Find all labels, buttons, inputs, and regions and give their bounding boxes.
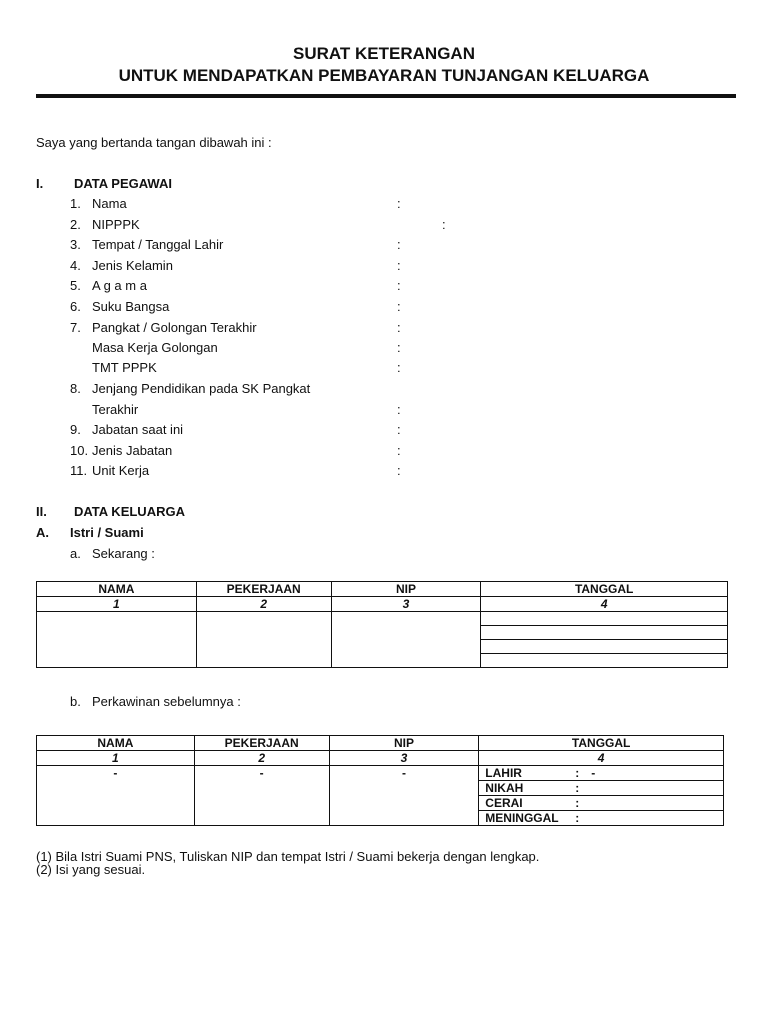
tanggal-label: LAHIR xyxy=(485,766,522,780)
item-b-text: Perkawinan sebelumnya : xyxy=(92,694,241,709)
field-label: Masa Kerja Golongan xyxy=(92,340,218,355)
field-label: A g a m a xyxy=(92,278,147,293)
field-colon: : xyxy=(397,463,401,478)
column-number: 3 xyxy=(329,751,479,766)
field-label: Terakhir xyxy=(92,402,139,417)
field-colon: : xyxy=(397,443,401,458)
section-1-number: I. xyxy=(36,176,44,191)
field-number: 7. xyxy=(70,320,81,335)
title-rule xyxy=(36,94,736,98)
field-label: Tempat / Tanggal Lahir xyxy=(92,237,224,252)
field-label: Suku Bangsa xyxy=(92,299,170,314)
column-number: 2 xyxy=(194,751,329,766)
cell-tanggal xyxy=(481,626,728,640)
column-number: 2 xyxy=(196,597,331,612)
document-title: SURAT KETERANGAN xyxy=(293,44,475,63)
field-label: Jabatan saat ini xyxy=(92,422,184,437)
tanggal-colon: : xyxy=(575,781,580,795)
field-label: Jenis Kelamin xyxy=(92,258,173,273)
field-number: 9. xyxy=(70,422,81,437)
field-colon: : xyxy=(397,422,401,437)
field-colon: : xyxy=(397,258,401,273)
document-subtitle: UNTUK MENDAPATKAN PEMBAYARAN TUNJANGAN KELUARGA xyxy=(118,66,650,85)
field-colon: : xyxy=(397,299,401,314)
field-number: 1. xyxy=(70,196,81,211)
table-sekarang xyxy=(36,581,728,668)
cell-pekerjaan xyxy=(196,612,331,668)
table-number-row xyxy=(37,597,728,612)
item-a-text: Sekarang : xyxy=(92,546,155,561)
section-1-heading: DATA PEGAWAI xyxy=(74,176,172,191)
field-colon: : xyxy=(442,217,446,232)
header-nama: NAMA xyxy=(37,582,197,597)
header-pekerjaan: PEKERJAAN xyxy=(196,582,331,597)
table-row xyxy=(37,612,728,626)
tanggal-meninggal xyxy=(479,811,724,826)
field-number: 5. xyxy=(70,278,81,293)
cell-nama xyxy=(37,612,197,668)
field-number: 11. xyxy=(70,463,88,478)
table-header-row xyxy=(37,736,724,751)
cell-nip xyxy=(331,612,481,668)
field-colon: : xyxy=(397,278,401,293)
field-label: Nama xyxy=(92,196,127,211)
footnote-2: (2) Isi yang sesuai. xyxy=(36,862,146,877)
tanggal-label: CERAI xyxy=(485,796,523,810)
field-colon: : xyxy=(397,320,401,335)
tanggal-label: MENINGGAL xyxy=(485,811,559,825)
footnote-1: (1) Bila Istri Suami PNS, Tuliskan NIP dan tempat Istri / Suami bekerja dengan lengkap. xyxy=(36,849,540,864)
tanggal-label: NIKAH xyxy=(485,781,524,795)
field-colon: : xyxy=(397,237,401,252)
field-label: TMT PPPK xyxy=(92,360,157,375)
column-number: 4 xyxy=(479,751,724,766)
tanggal-lahir xyxy=(479,766,724,781)
cell-tanggal xyxy=(481,640,728,654)
intro-text: Saya yang bertanda tangan dibawah ini : xyxy=(36,135,272,150)
field-colon: : xyxy=(397,402,401,417)
cell-nama: - xyxy=(37,766,195,826)
column-number: 3 xyxy=(331,597,481,612)
cell-tanggal xyxy=(481,654,728,668)
field-colon: : xyxy=(397,360,401,375)
subsection-a-heading: Istri / Suami xyxy=(70,525,144,540)
field-number: 2. xyxy=(70,217,81,232)
tanggal-value: - xyxy=(591,766,596,780)
field-label: Jenis Jabatan xyxy=(92,443,173,458)
section-2-number: II. xyxy=(36,504,47,519)
item-b-label: b. xyxy=(70,694,81,709)
header-nip: NIP xyxy=(329,736,479,751)
subsection-a-number: A. xyxy=(36,525,49,540)
column-number: 4 xyxy=(481,597,728,612)
field-number: 4. xyxy=(70,258,81,273)
column-number: 1 xyxy=(37,597,197,612)
table-header-row xyxy=(37,582,728,597)
item-a-label: a. xyxy=(70,546,81,561)
header-tanggal: TANGGAL xyxy=(481,582,728,597)
table-perkawinan-sebelumnya xyxy=(36,735,724,826)
tanggal-nikah xyxy=(479,781,724,796)
table-number-row xyxy=(37,751,724,766)
table-row xyxy=(37,766,724,781)
field-number: 3. xyxy=(70,237,81,252)
tanggal-colon: : xyxy=(575,766,580,780)
field-label: Jenjang Pendidikan pada SK Pangkat xyxy=(92,381,311,396)
field-number: 6. xyxy=(70,299,81,314)
cell-tanggal xyxy=(481,612,728,626)
cell-nip: - xyxy=(329,766,479,826)
tanggal-colon: : xyxy=(575,811,580,825)
field-label: Unit Kerja xyxy=(92,463,150,478)
tanggal-colon: : xyxy=(575,796,580,810)
field-colon: : xyxy=(397,340,401,355)
field-label: NIPPPK xyxy=(92,217,140,232)
section-2-heading: DATA KELUARGA xyxy=(74,504,185,519)
field-colon: : xyxy=(397,196,401,211)
header-tanggal: TANGGAL xyxy=(479,736,724,751)
header-nip: NIP xyxy=(331,582,481,597)
field-number: 8. xyxy=(70,381,81,396)
field-number: 10. xyxy=(70,443,89,458)
field-label: Pangkat / Golongan Terakhir xyxy=(92,320,257,335)
column-number: 1 xyxy=(37,751,195,766)
tanggal-cerai xyxy=(479,796,724,811)
header-pekerjaan: PEKERJAAN xyxy=(194,736,329,751)
header-nama: NAMA xyxy=(37,736,195,751)
cell-pekerjaan: - xyxy=(194,766,329,826)
